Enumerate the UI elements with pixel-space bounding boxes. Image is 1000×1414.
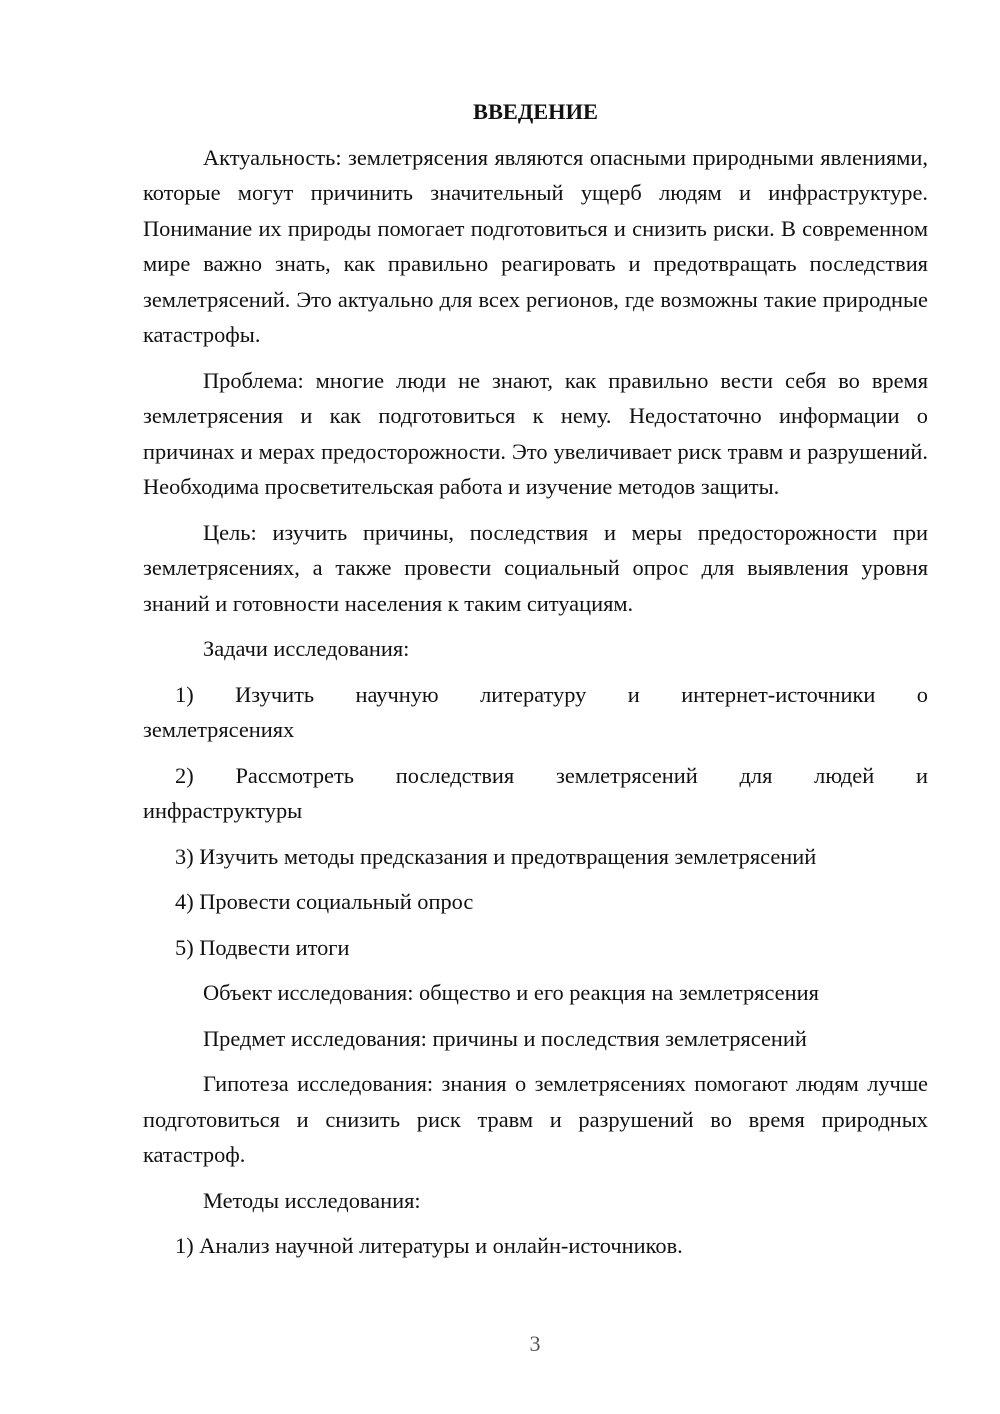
subject-line: Предмет исследования: причины и последствия землетрясений — [203, 1025, 807, 1051]
task-item-1 — [143, 677, 928, 748]
task-2-word: Рассмотреть — [235, 762, 354, 788]
page-title: ВВЕДЕНИЕ — [473, 99, 598, 124]
task-1-word: Изучить — [235, 681, 315, 707]
task-1-word: научную — [355, 681, 439, 707]
task-2-word: и — [916, 762, 928, 788]
tasks-heading: Задачи исследования: — [203, 636, 410, 661]
problem-paragraph: Проблема: многие люди не знают, как правильно вести себя во время землетрясения и как подготовиться к нему. Недостаточно информации о причинах и мерах предосторожности. Это увеличивает риск травм и разрушений. Необходима просветительская работа и изучение методов защиты. — [143, 367, 928, 499]
relevance-paragraph: Актуальность: землетрясения являются опасными природными явлениями, которые могут причинить значительный ущерб людям и инфраструктуре. Понимание их природы помогает подготовиться и снизить риски. В современном мире важно знать, как правильно реагировать и предотвращать последствия землетрясений. Это актуально для всех регионов, где возможны такие природные катастрофы. — [143, 144, 928, 347]
page-content — [143, 94, 928, 1274]
task-1-word: интернет-источники — [681, 681, 876, 707]
task-2-continuation: инфраструктуры — [143, 798, 303, 823]
task-item-5: 5) Подвести итоги — [175, 934, 350, 960]
task-2-word: последствия — [395, 762, 515, 788]
task-2-word: для — [739, 762, 773, 788]
page-number: 3 — [529, 1331, 541, 1356]
task-2-word: 2) — [175, 762, 194, 788]
task-1-word: о — [916, 681, 928, 707]
object-line: Объект исследования: общество и его реакция на землетрясения — [203, 980, 819, 1005]
hypothesis-paragraph: Гипотеза исследования: знания о землетрясениях помогают людям лучше подготовиться и снизить риск травм и разрушений во время природных катастроф. — [143, 1071, 928, 1167]
task-2-word: людей — [814, 762, 875, 788]
task-item-2 — [143, 758, 928, 829]
task-item-3: 3) Изучить методы предсказания и предотвращения землетрясений — [175, 843, 817, 869]
task-2-word: землетрясений — [556, 762, 698, 788]
goal-paragraph: Цель: изучить причины, последствия и меры предосторожности при землетрясениях, а также провести социальный опрос для выявления уровня знаний и готовности населения к таким ситуациям. — [143, 519, 928, 616]
methods-heading: Методы исследования: — [203, 1187, 421, 1213]
task-1-word: 1) — [175, 681, 194, 707]
method-item-1: 1) Анализ научной литературы и онлайн-источников. — [175, 1233, 683, 1258]
task-1-word: литературу — [480, 681, 587, 707]
task-item-4: 4) Провести социальный опрос — [175, 889, 474, 914]
task-1-continuation: землетрясениях — [143, 717, 295, 742]
task-1-word: и — [627, 681, 640, 707]
